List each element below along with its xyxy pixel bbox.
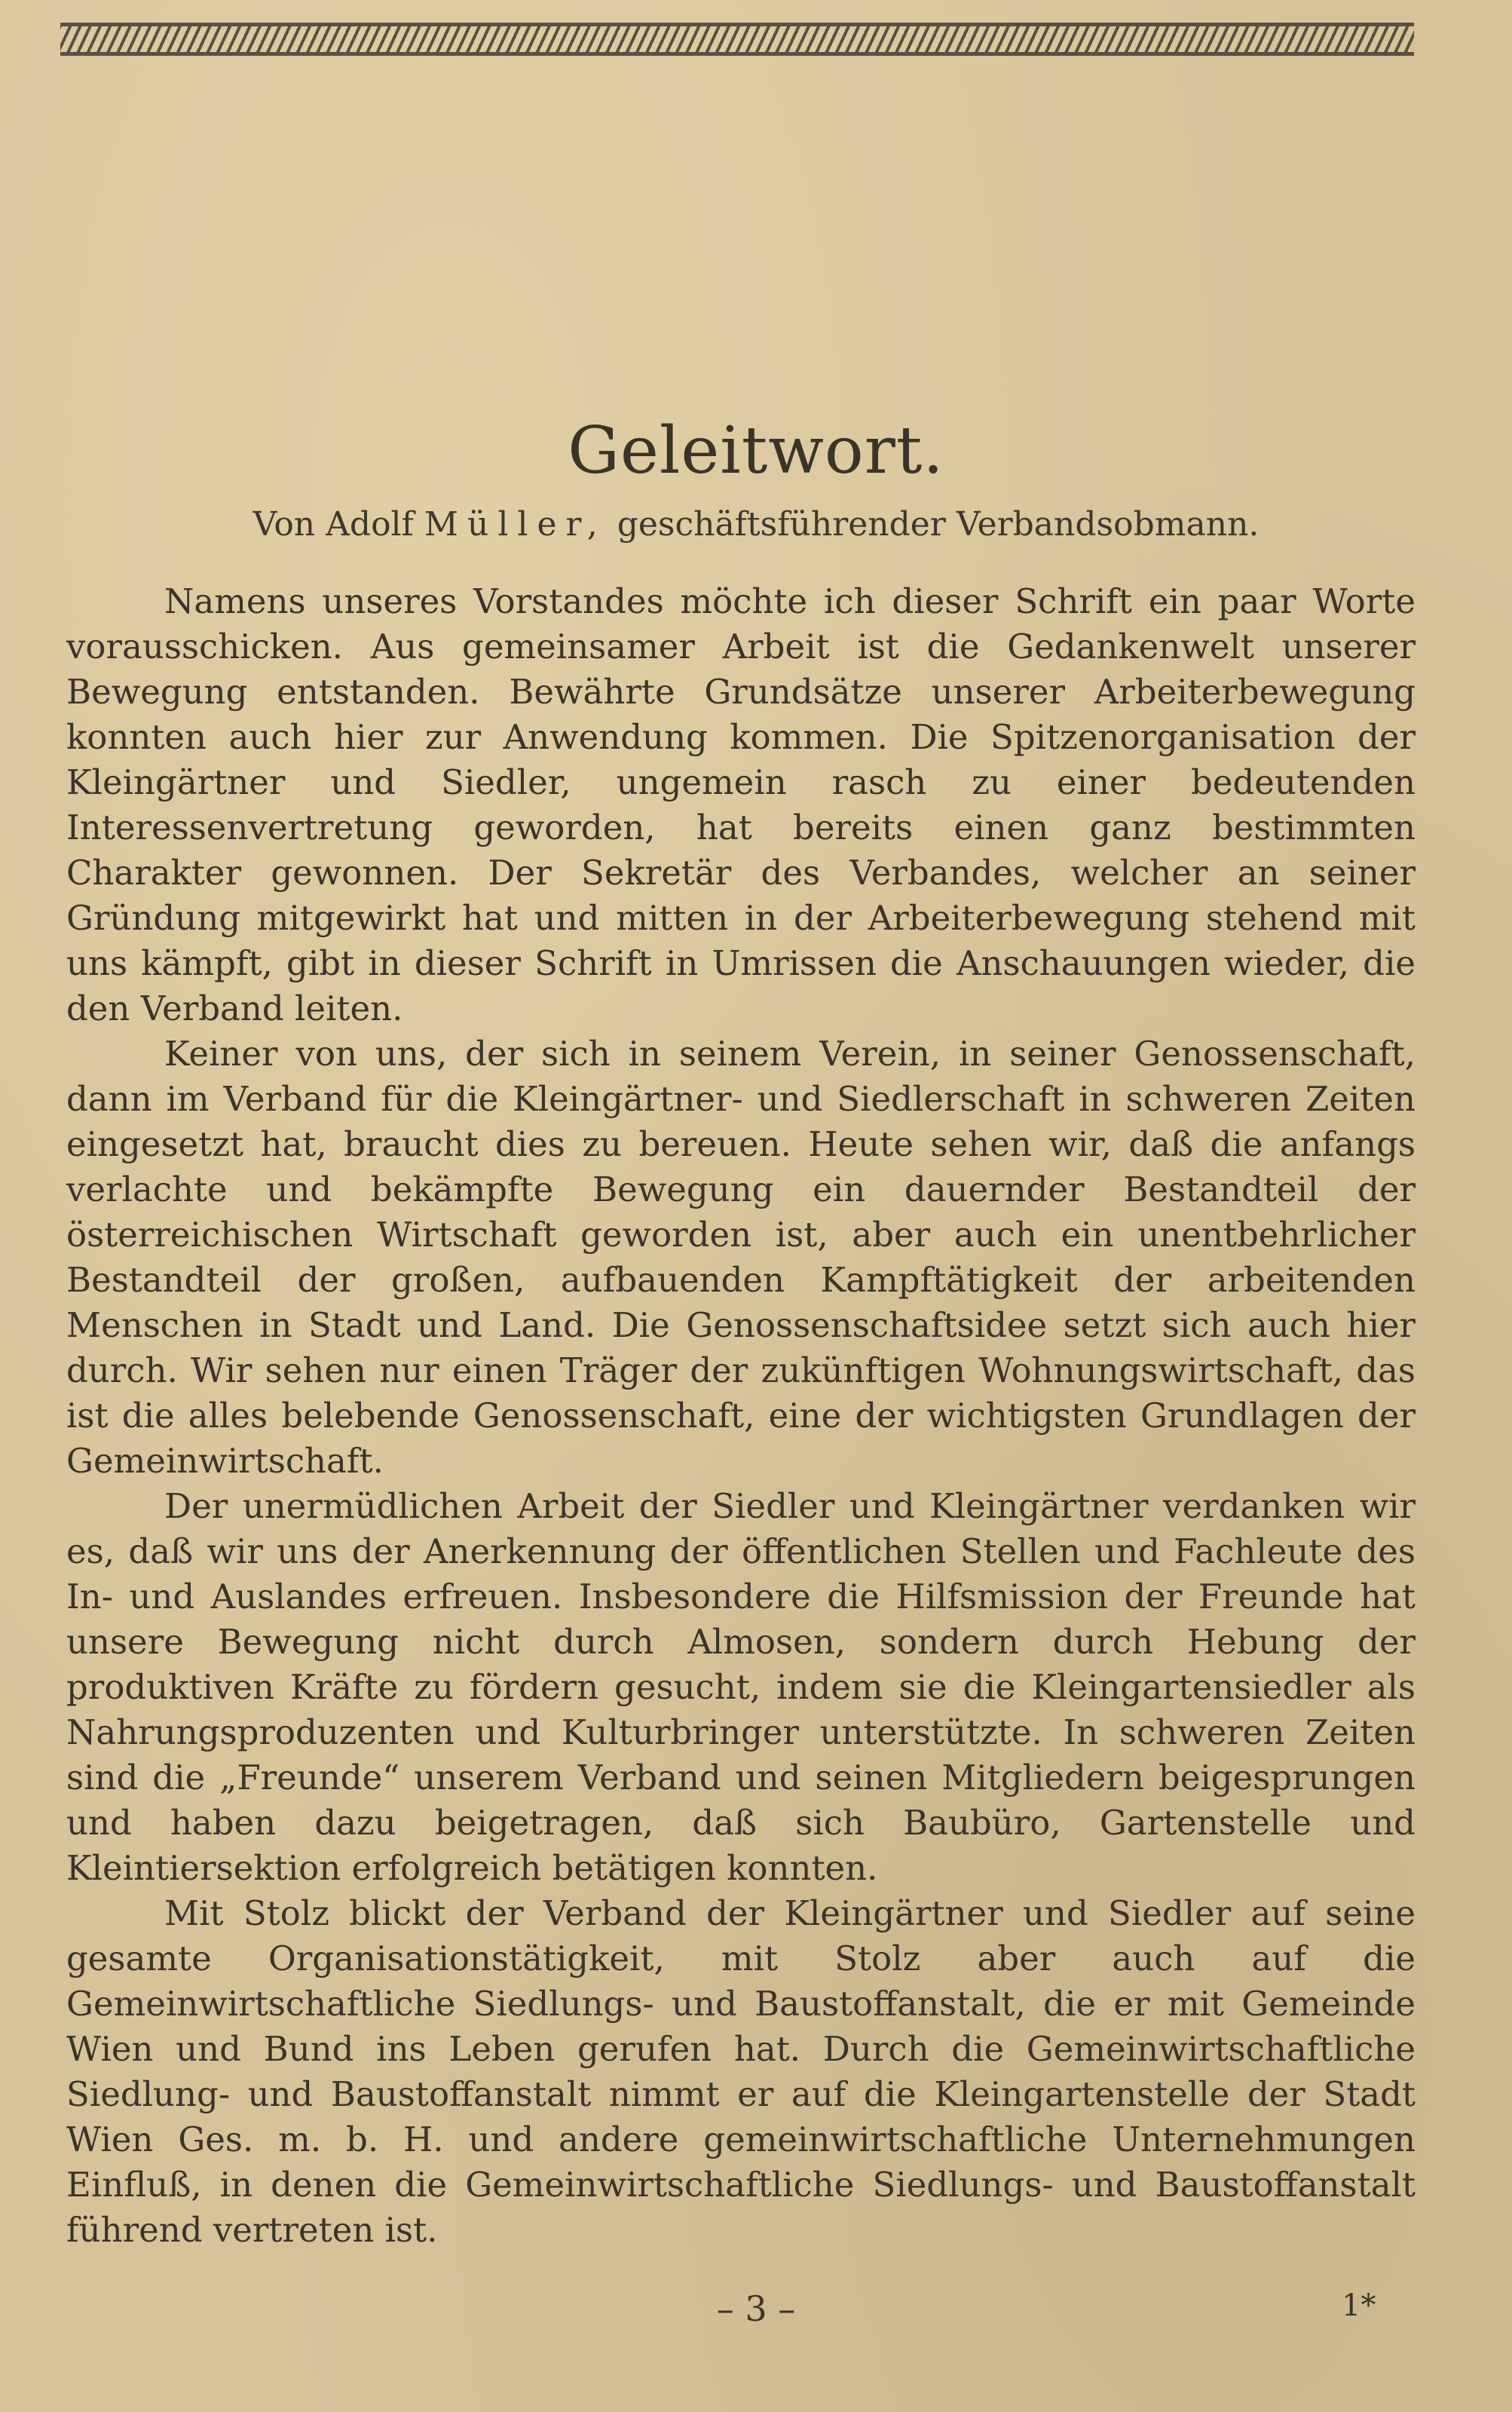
sheet-signature-mark: 1* <box>1342 2288 1376 2323</box>
decorative-top-border <box>60 23 1414 56</box>
byline-author-name: Müller, <box>424 505 607 544</box>
page-footer <box>0 2288 1512 2334</box>
page-title: Geleitwort. <box>568 413 944 489</box>
paragraph: Namens unseres Vorstandes möchte ich dieser Schrift ein paar Worte vorausschicken. Aus gemeinsamer Arbeit ist die Gedankenwelt unserer Bewegung entstanden. Bewährte Grundsätze unserer Arbeiterbewegung konnten auch hier zur Anwendung kommen. Die Spitzenorganisation der Kleingärtner und Siedler, ungemein rasch zu einer bedeutenden Interessenvertretung geworden, hat bereits einen ganz bestimmten Charakter gewonnen. Der Sekretär des Verbandes, welcher an seiner Gründung mitgewirkt hat und mitten in der Arbeiterbewegung stehend mit uns kämpft, gibt in dieser Schrift in Umrissen die Anschauungen wieder, die den Verband leiten. <box>66 581 1416 1028</box>
byline <box>0 505 1512 544</box>
byline-prefix: Von Adolf <box>253 505 414 544</box>
body-text <box>66 579 1416 2253</box>
paragraph: Mit Stolz blickt der Verband der Kleingärtner und Siedler auf seine gesamte Organisationstätigkeit, mit Stolz aber auch auf die Gemeinwirtschaftliche Siedlungs- und Baustoffanstalt, die er mit Gemeinde Wien und Bund ins Leben gerufen hat. Durch die Gemeinwirtschaftliche Siedlung- und Baustoffanstalt nimmt er auf die Kleingartenstelle der Stadt Wien Ges. m. b. H. und andere gemeinwirtschaftliche Unternehmungen Einfluß, in denen die Gemeinwirtschaftliche Siedlungs- und Baustoffanstalt führend vertreten ist. <box>66 1893 1416 2250</box>
paragraph: Der unermüdlichen Arbeit der Siedler und Kleingärtner verdanken wir es, daß wir uns der Anerkennung der öffentlichen Stellen und Fachleute des In- und Auslandes erfreuen. Insbesondere die Hilfsmission der Freunde hat unsere Bewegung nicht durch Almosen, sondern durch Hebung der produktiven Kräfte zu fördern gesucht, indem sie die Kleingartensiedler als Nahrungsproduzenten und Kulturbringer unterstützte. In schweren Zeiten sind die „Freunde“ unserem Verband und seinen Mitgliedern beigesprungen und haben dazu beigetragen, daß sich Baubüro, Gartenstelle und Kleintiersektion erfolgreich betätigen konnten. <box>66 1486 1416 1888</box>
byline-role: geschäftsführender Verbandsobmann. <box>617 505 1259 544</box>
page-number: – 3 – <box>716 2288 796 2329</box>
paragraph: Keiner von uns, der sich in seinem Verein, in seiner Genossenschaft, dann im Verband für die Kleingärtner- und Siedlerschaft in schweren Zeiten eingesetzt hat, braucht dies zu bereuen. Heute sehen wir, daß die anfangs verlachte und bekämpfte Bewegung ein dauernder Bestandteil der österreichischen Wirtschaft geworden ist, aber auch ein unentbehrlicher Bestandteil der großen, aufbauenden Kampftätigkeit der arbeitenden Menschen in Stadt und Land. Die Genossenschaftsidee setzt sich auch hier durch. Wir sehen nur einen Träger der zukünftigen Wohnungswirtschaft, das ist die alles belebende Genossenschaft, eine der wichtigsten Grundlagen der Gemeinwirtschaft. <box>66 1034 1416 1481</box>
